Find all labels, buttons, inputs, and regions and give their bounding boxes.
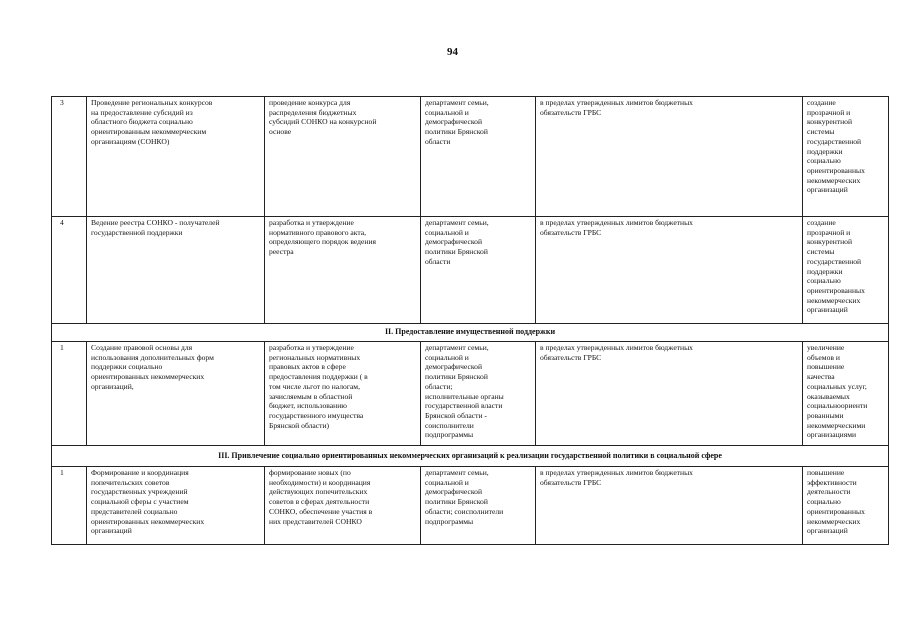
event-cell: Ведение реестра СОНКО - получателей государственной поддержки xyxy=(87,217,265,324)
event-cell: Создание правовой основы для использования дополнительных форм поддержки социально ориентированных некоммерческих организаций, xyxy=(87,342,265,446)
table-row xyxy=(52,342,889,446)
page-number: 94 xyxy=(447,46,458,58)
funding-cell: в пределах утвержденных лимитов бюджетных обязательств ГРБС xyxy=(536,217,803,324)
mechanism-cell: разработка и утверждение региональных нормативных правовых актов в сфере предоставления поддержки ( в том числе льгот по налогам, зачисляемым в областной бюджет, использованию государственного имущества Брянской области) xyxy=(265,342,421,446)
row-number: 1 xyxy=(52,342,87,446)
result-cell: повышение эффективности деятельности социально ориентированных некоммерческих организаций xyxy=(803,467,889,545)
row-number: 1 xyxy=(52,467,87,545)
section-title: II. Предоставление имущественной поддержки xyxy=(52,324,889,342)
table-row xyxy=(52,467,889,545)
executor-cell: департамент семьи, социальной и демографической политики Брянской области; исполнительные органы государственной власти Брянской области - соисполнители подпрограммы xyxy=(421,342,536,446)
table-row xyxy=(52,217,889,324)
mechanism-cell: формирование новых (по необходимости) и координация действующих попечительских советов в сферах деятельности СОНКО, обеспечение участия в них представителей СОНКО xyxy=(265,467,421,545)
executor-cell: департамент семьи, социальной и демографической политики Брянской области xyxy=(421,97,536,217)
result-cell: создание прозрачной и конкурентной системы государственной поддержки социально ориентированных некоммерческих организаций xyxy=(803,217,889,324)
row-number: 4 xyxy=(52,217,87,324)
measures-table xyxy=(51,96,889,545)
result-cell: создание прозрачной и конкурентной системы государственной поддержки социально ориентированных некоммерческих организаций xyxy=(803,97,889,217)
event-cell: Проведение региональных конкурсов на предоставление субсидий из областного бюджета социально ориентированным некоммерческим организациям (СОНКО) xyxy=(87,97,265,217)
funding-cell: в пределах утвержденных лимитов бюджетных обязательств ГРБС xyxy=(536,97,803,217)
executor-cell: департамент семьи, социальной и демографической политики Брянской области xyxy=(421,217,536,324)
funding-cell: в пределах утвержденных лимитов бюджетных обязательств ГРБС xyxy=(536,342,803,446)
table-row xyxy=(52,97,889,217)
result-cell: увеличение объемов и повышение качества социальных услуг, оказываемых социальноориенти рованными некоммерческими организациями xyxy=(803,342,889,446)
section-title: III. Привлечение социально ориентированных некоммерческих организаций к реализации государственной политики в социальной сфере xyxy=(52,446,889,467)
mechanism-cell: проведение конкурса для распределения бюджетных субсидий СОНКО на конкурсной основе xyxy=(265,97,421,217)
event-cell: Формирование и координация попечительских советов государственных учреждений социальной сферы с участием представителей социально ориентированных некоммерческих организаций xyxy=(87,467,265,545)
executor-cell: департамент семьи, социальной и демографической политики Брянской области; соисполнители подпрограммы xyxy=(421,467,536,545)
row-number: 3 xyxy=(52,97,87,217)
section-heading-row xyxy=(52,324,889,342)
funding-cell: в пределах утвержденных лимитов бюджетных обязательств ГРБС xyxy=(536,467,803,545)
mechanism-cell: разработка и утверждение нормативного правового акта, определяющего порядок ведения реестра xyxy=(265,217,421,324)
section-heading-row xyxy=(52,446,889,467)
